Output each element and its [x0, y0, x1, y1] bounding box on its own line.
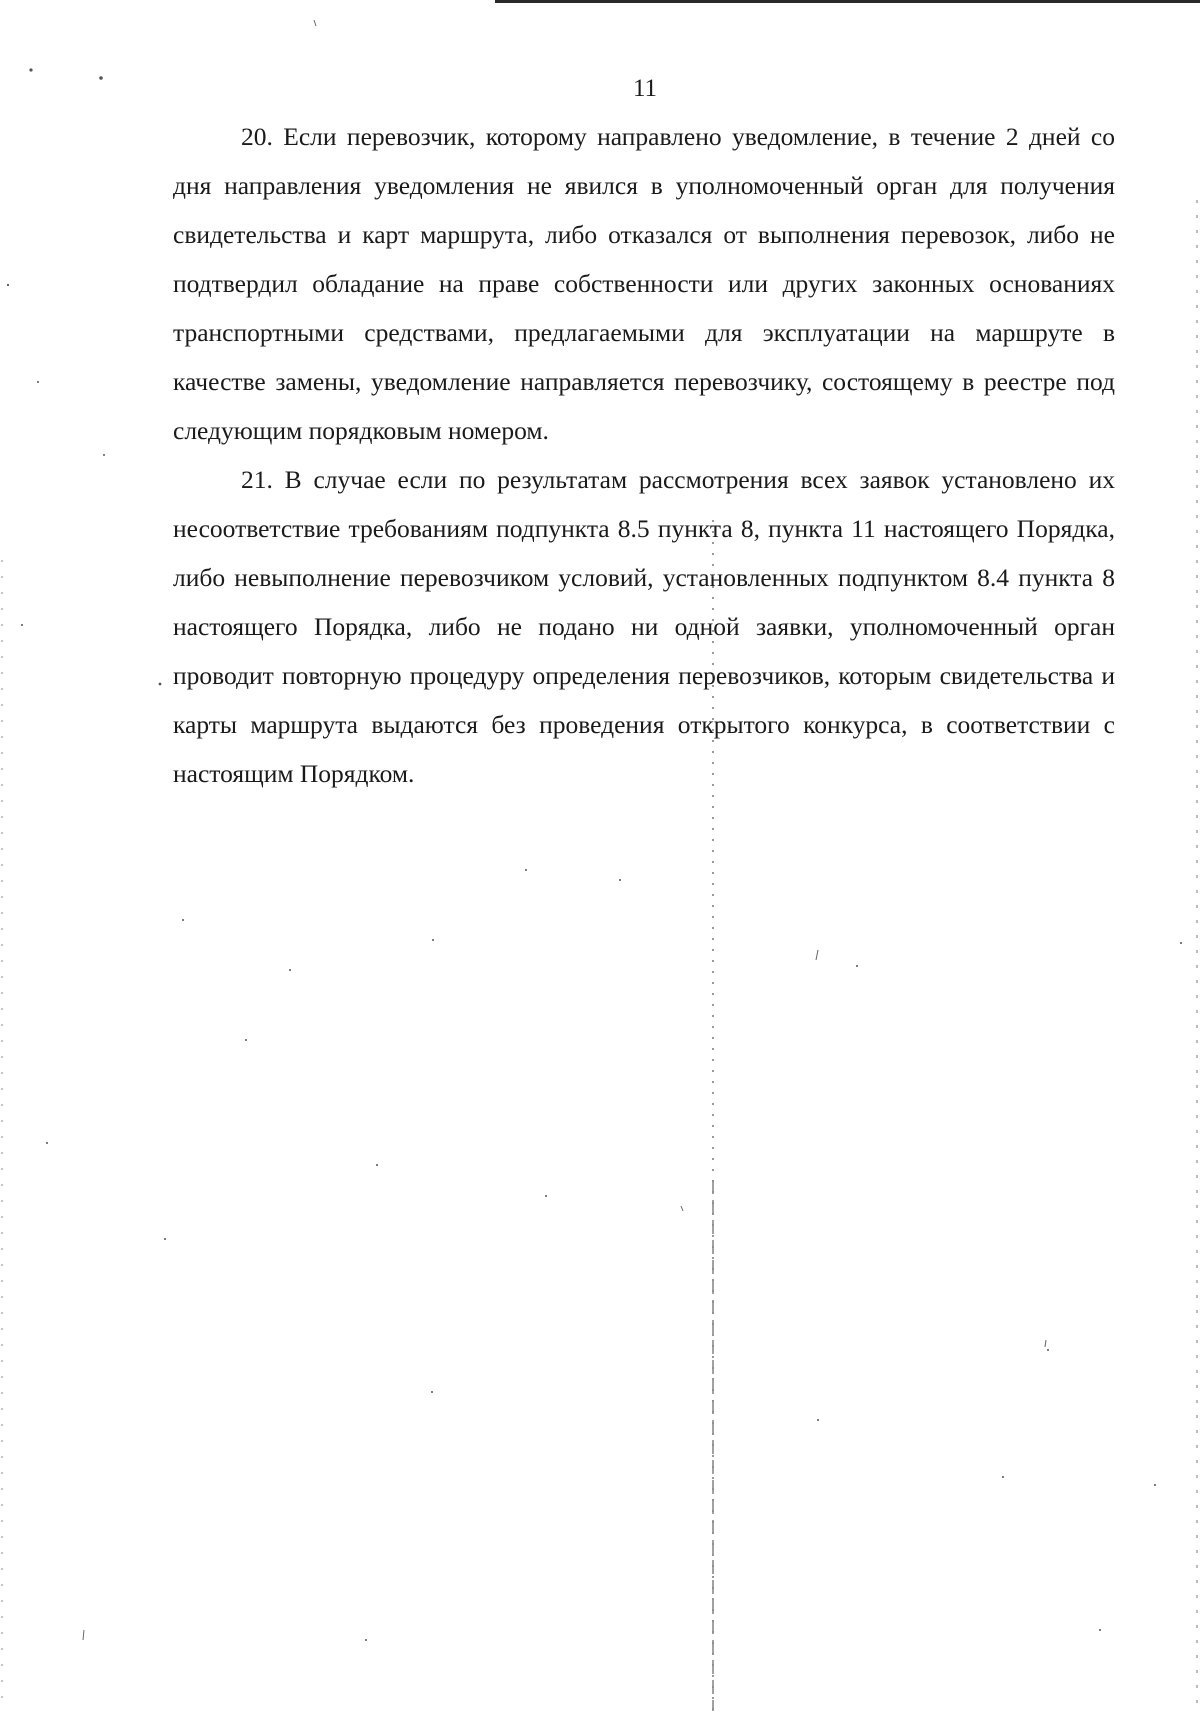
page-number: 11 [632, 75, 658, 102]
paragraph-21: 21. В случае если по результатам рассмотрения всех заявок установлено их несоответствие требованиям подпункта 8.5 пункта 8, пункта 11 настоящего Порядка, либо невыполнение перевозчиком условий, установленных подпунктом 8.4 пункта 8 настоящего Порядка, либо не подано ни одной заявки, уполномоченный орган проводит повторную процедуру определения перевозчиков, которым свидетельства и карты маршрута выдаются без проведения открытого конкурса, в соответствии с настоящим Порядком. [173, 465, 1115, 788]
document-body [173, 112, 1115, 798]
paragraph-20: 20. Если перевозчик, которому направлено уведомление, в течение 2 дней со дня направления уведомления не явился в уполномоченный орган для получения свидетельства и карт маршрута, либо отказался от выполнения перевозок, либо не подтвердил обладание на праве собственности или других законных основаниях транспортными средствами, предлагаемыми для эксплуатации на маршруте в качестве замены, уведомление направляется перевозчику, состоящему в реестре под следующим порядковым номером. [173, 122, 1115, 445]
top-edge-line [495, 0, 1200, 3]
